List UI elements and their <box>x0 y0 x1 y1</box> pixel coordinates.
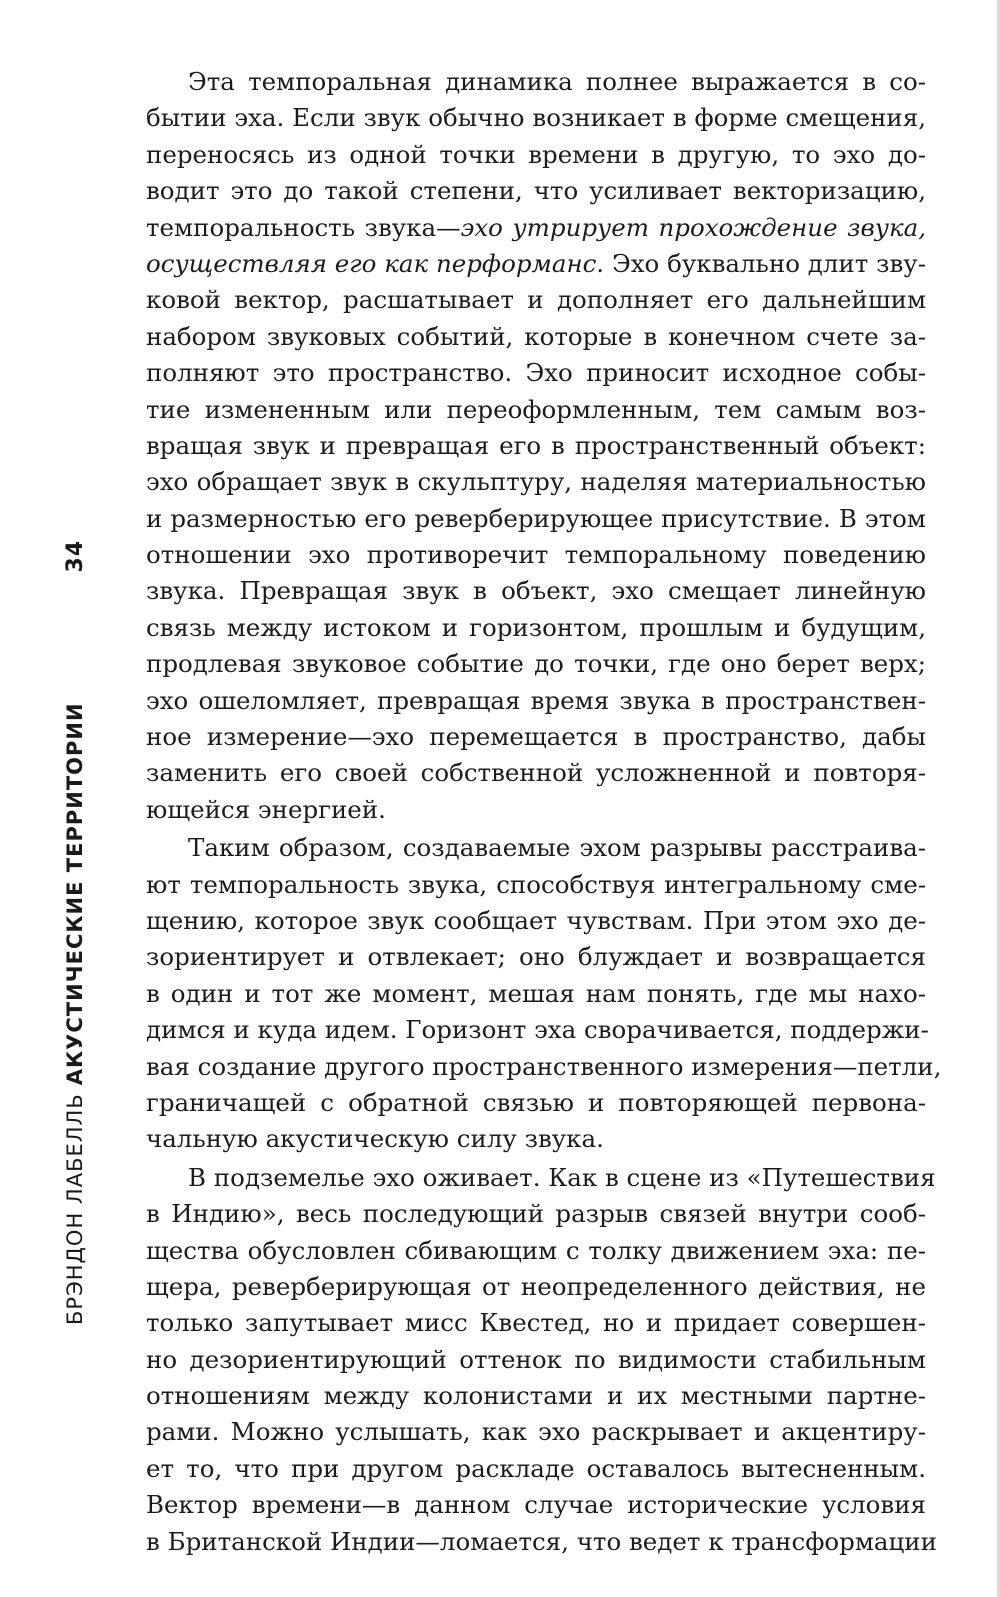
text-line: В подземелье эхо оживает. Как в сцене из «Путешествия <box>188 1162 936 1192</box>
text-line: Эта темпоральная динамика полнее выражается в со- <box>188 67 926 96</box>
text-line: Вектор времени—в данном случае исторические условия <box>146 1490 926 1520</box>
paragraph-2 <box>146 830 942 1158</box>
text-run: Эхо буквально длит зву- <box>604 248 926 278</box>
text-line <box>146 210 926 246</box>
text-line: эхо обращает звук в скульптуру, наделяя материальностью <box>146 467 926 497</box>
running-head <box>58 540 92 1325</box>
text-line: и размерностью его реверберирующее присутствие. В этом <box>146 503 926 533</box>
text-line: эхо ошеломляет, превращая время звука в пространствен- <box>146 685 926 715</box>
running-head-author: БРЭНДОН ЛАБЕЛЛЬ <box>63 1093 87 1325</box>
text-line: водит это до такой степени, что усиливает векторизацию, <box>146 176 926 206</box>
italic-run: осуществляя его как перформанс. <box>146 248 605 278</box>
text-line: ковой вектор, расшатывает и дополняет его дальнейшим <box>146 285 926 315</box>
text-line: набором звуковых событий, которые в конечном счете за- <box>146 321 926 351</box>
text-line: димся и куда идем. Горизонт эха сворачивается, поддержи- <box>146 1015 929 1045</box>
text-line: Таким образом, создаваемые эхом разрывы расстраива- <box>188 833 926 863</box>
text-line: полняют это пространство. Эхо приносит исходное собы- <box>146 358 926 388</box>
page-number: 34 <box>63 539 88 573</box>
text-line: ет то, что при другом раскладе оставалось вытесненным. <box>146 1453 926 1483</box>
text-line: связь между истоком и горизонтом, прошлым и будущим, <box>146 612 926 642</box>
text-line: ющейся энергией. <box>146 794 386 824</box>
text-line: вая создание другого пространственного измерения—петли, <box>146 1051 942 1081</box>
text-line: тие измененным или переоформленным, тем самым воз- <box>146 394 926 424</box>
body-text <box>146 64 942 1560</box>
text-line: ное измерение—эхо перемещается в пространство, дабы <box>146 722 926 752</box>
text-line: звука. Превращая звук в объект, эхо смещает линейную <box>146 576 926 606</box>
text-line: рами. Можно услышать, как эхо раскрывает и акцентиру- <box>146 1417 926 1447</box>
text-line: щества обусловлен сбивающим с толку движением эха: пе- <box>146 1235 926 1265</box>
text-line: щению, которое звук сообщает чувствам. При этом эхо де- <box>146 905 926 935</box>
text-line: чальную акустическую силу звука. <box>146 1124 604 1154</box>
text-line: зориентирует и отвлекает; оно блуждает и возвращается <box>146 942 926 972</box>
text-line <box>146 246 926 282</box>
text-line: в Индию», весь последующий разрыв связей внутри сооб- <box>146 1199 926 1229</box>
text-line: ют темпоральность звука, способствуя интегральному сме- <box>146 869 926 899</box>
text-line: продлевая звуковое событие до точки, где оно берет верх; <box>146 649 926 679</box>
text-line: граничащей с обратной связью и повторяющей первона- <box>146 1087 926 1117</box>
italic-run: эхо утрирует прохождение звука, <box>460 212 926 242</box>
text-run: темпоральность звука— <box>146 212 461 242</box>
text-line: переносясь из одной точки времени в другую, то эхо до- <box>146 139 926 169</box>
text-line: бытии эха. Если звук обычно возникает в форме смещения, <box>146 103 926 133</box>
text-line: в Британской Индии—ломается, что ведет к трансформации <box>146 1526 937 1556</box>
text-line: щера, реверберирующая от неопределенного действия, не <box>146 1271 926 1301</box>
text-line: отношении эхо противоречит темпоральному поведению <box>146 540 926 570</box>
text-line: только запутывает мисс Квестед, но и придает совершен- <box>146 1308 926 1338</box>
text-line: вращая звук и превращая его в пространственный объект: <box>146 430 926 460</box>
paragraph-3 <box>146 1160 937 1560</box>
text-line: отношениям между колонистами и их местными партне- <box>146 1381 926 1411</box>
paragraph-1 <box>146 64 926 828</box>
running-head-book-title: АКУСТИЧЕСКИЕ ТЕРРИТОРИИ <box>63 702 87 1086</box>
text-line: но дезориентирующий оттенок по видимости стабильным <box>146 1344 926 1374</box>
text-line: в один и тот же момент, мешая нам понять, где мы нахо- <box>146 978 926 1008</box>
text-line: заменить его своей собственной усложненной и повторя- <box>146 758 926 788</box>
